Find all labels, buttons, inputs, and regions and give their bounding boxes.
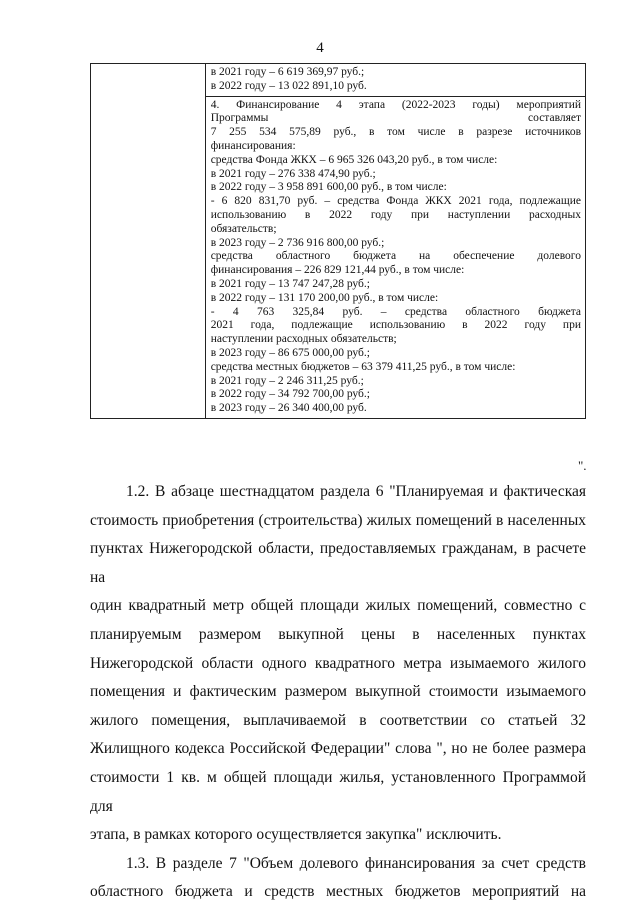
paragraph-line: Жилищного кодекса Российской Федерации" слова ", но не более размера xyxy=(90,740,586,758)
page-number: 4 xyxy=(316,40,324,56)
table-line: в 2023 году – 86 675 000,00 руб.; xyxy=(210,346,370,359)
table-line: финансирования – 226 829 121,44 руб., в том числе: xyxy=(210,264,465,277)
paragraph-line: пунктах Нижегородской области, предоставляемых гражданам, в расчете на xyxy=(90,540,586,586)
table-line: в 2021 году – 276 338 474,90 руб.; xyxy=(210,167,376,180)
paragraph-line: этапа, в рамках которого осуществляется закупка" исключить. xyxy=(90,826,502,844)
table-line: в 2023 году – 2 736 916 800,00 руб.; xyxy=(210,236,385,249)
document-body xyxy=(90,478,586,907)
table-line: наступлении расходных обязательств; xyxy=(210,333,397,346)
table-line: средства Фонда ЖКХ – 6 965 326 043,20 руб., в том числе: xyxy=(210,153,498,166)
closing-quote: ". xyxy=(578,458,587,473)
table-line: - 6 820 831,70 руб. – средства Фонда ЖКХ 2021 года, подлежащие xyxy=(210,195,581,208)
table-line: в 2022 году – 3 958 891 600,00 руб., в том числе: xyxy=(210,181,447,194)
paragraph-line: стоимость приобретения (строительства) жилых помещений в населенных xyxy=(90,511,586,529)
table-line: в 2022 году – 34 792 700,00 руб.; xyxy=(210,388,370,401)
table-line: 4. Финансирование 4 этапа (2022-2023 годы) мероприятий xyxy=(210,98,581,111)
table-line: 2021 года, подлежащие использованию в 2022 году при xyxy=(210,319,581,332)
table-line: Программы составляет xyxy=(210,112,581,125)
table-line: в 2021 году – 6 619 369,97 руб.; xyxy=(210,66,365,78)
paragraph-line: жилого помещения, выплачиваемой в соответствии со статьей 32 xyxy=(90,711,586,729)
table-line: в 2022 году – 13 022 891,10 руб. xyxy=(210,79,367,92)
paragraph-line: планируемым размером выкупной цены в населенных пунктах xyxy=(90,625,586,643)
table-line: использованию в 2022 году при наступлении расходных xyxy=(210,208,581,221)
table-line: в 2021 году – 2 246 311,25 руб.; xyxy=(210,374,364,387)
paragraph-line: стоимости 1 кв. м общей площади жилья, установленного Программой для xyxy=(90,768,586,815)
paragraph-line: помещения и фактическим размером выкупной стоимости изымаемого xyxy=(90,683,586,701)
table-line: в 2023 году – 26 340 400,00 руб. xyxy=(210,402,367,415)
table-cell-stage-4 xyxy=(205,96,585,418)
paragraph-line: областного бюджета и средств местных бюджетов мероприятий на xyxy=(90,883,586,901)
table-line: средства местных бюджетов – 63 379 411,25 руб., в том числе: xyxy=(210,360,516,373)
paragraph-line: один квадратный метр общей площади жилых помещений, совместно с xyxy=(90,597,586,615)
table-row xyxy=(91,64,586,97)
table-line: 7 255 534 575,89 руб., в том числе в разрезе источников xyxy=(210,126,581,139)
financing-table xyxy=(90,63,586,419)
paragraph-line: Нижегородской области одного квадратного метра изымаемого жилого xyxy=(90,654,586,672)
table-line: финансирования: xyxy=(210,139,296,152)
table-line: - 4 763 325,84 руб. – средства областного бюджета xyxy=(210,305,581,318)
table-line: в 2021 году – 13 747 247,28 руб.; xyxy=(210,277,370,290)
table-line: в 2022 году – 131 170 200,00 руб., в том числе: xyxy=(210,291,439,304)
table-line: обязательств; xyxy=(210,222,277,235)
paragraph-line: 1.3. В разделе 7 "Объем долевого финансирования за счет средств xyxy=(126,854,586,872)
paragraph-line: 1.2. В абзаце шестнадцатом раздела 6 "Планируемая и фактическая xyxy=(126,483,586,500)
table-left-cell xyxy=(91,64,206,419)
table-cell-2021-2022 xyxy=(205,64,585,97)
table-line: средства областного бюджета на обеспечение долевого xyxy=(210,250,581,263)
